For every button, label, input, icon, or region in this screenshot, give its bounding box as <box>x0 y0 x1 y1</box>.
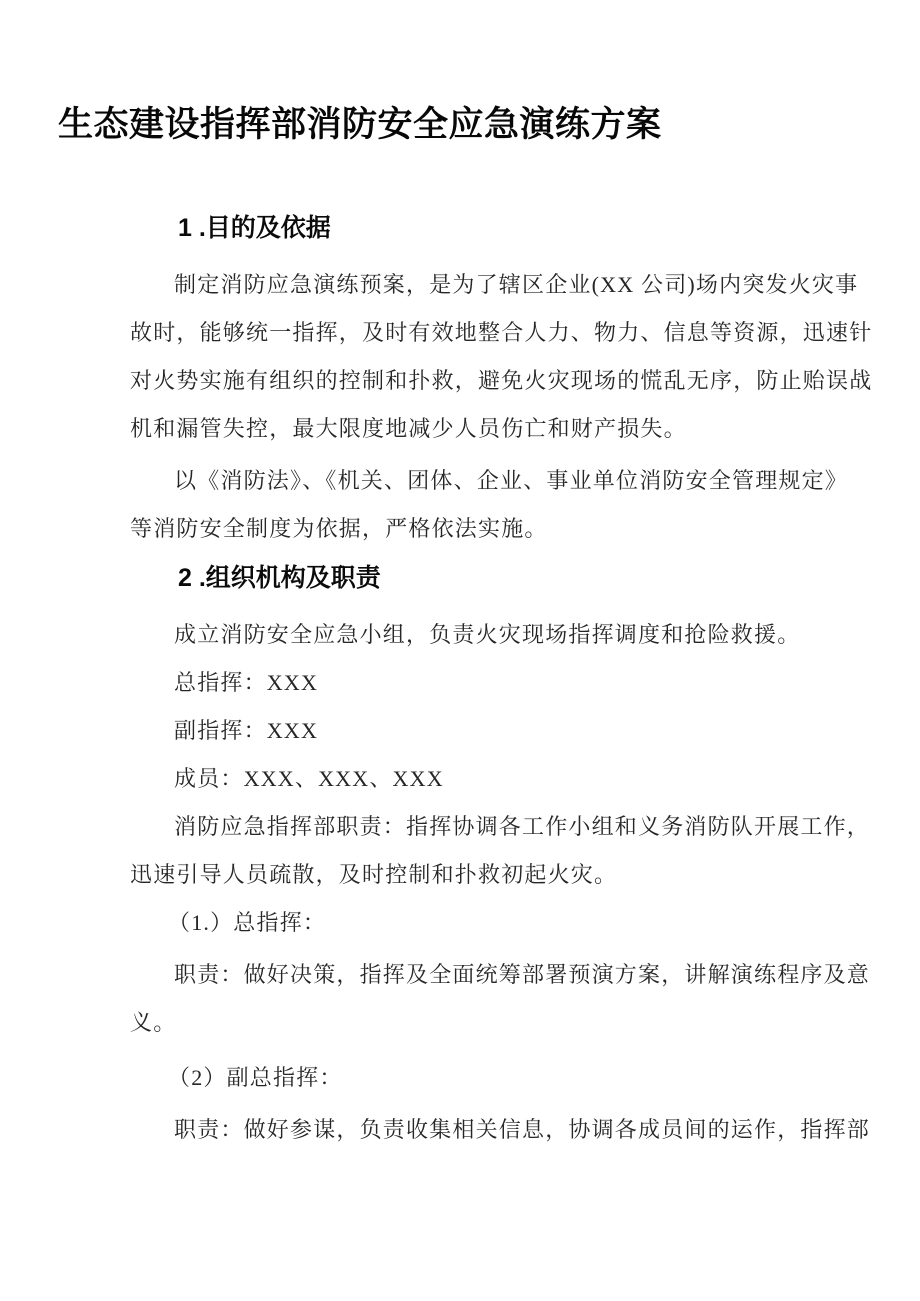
role-line-members: 成员：XXX、XXX、XXX <box>174 766 444 791</box>
role-line-deputy: 副指挥：XXX <box>174 718 319 743</box>
paragraph-line: 以《消防法》、《机关、团体、企业、事业单位消防安全管理规定》 <box>174 468 849 493</box>
section-heading-1: 1 .目的及依据 <box>178 214 331 242</box>
paragraph-line: 制定消防应急演练预案，是为了辖区企业(XX 公司)场内突发火灾事 <box>174 272 859 297</box>
paragraph-line: 等消防安全制度为依据，严格依法实施。 <box>130 516 548 541</box>
page-title: 生态建设指挥部消防安全应急演练方案 <box>58 105 662 144</box>
list-item-1: （1.）总指挥： <box>168 910 327 935</box>
list-item-2: （2）副总指挥： <box>168 1065 343 1090</box>
paragraph-line: 成立消防安全应急小组，负责火灾现场指挥调度和抢险救援。 <box>174 622 801 647</box>
paragraph-line: 迅速引导人员疏散，及时控制和扑救初起火灾。 <box>130 862 618 887</box>
paragraph-line: 故时，能够统一指挥，及时有效地整合人力、物力、信息等资源，迅速针 <box>130 320 873 345</box>
role-line-chief: 总指挥：XXX <box>174 670 319 695</box>
paragraph-line: 机和漏管失控，最大限度地减少人员伤亡和财产损失。 <box>130 416 687 441</box>
paragraph-line: 义。 <box>130 1010 177 1035</box>
paragraph-line: 职责：做好参谋，负责收集相关信息，协调各成员间的运作，指挥部 <box>174 1117 871 1142</box>
paragraph-line: 消防应急指挥部职责：指挥协调各工作小组和义务消防队开展工作， <box>174 814 871 839</box>
paragraph-line: 对火势实施有组织的控制和扑救，避免火灾现场的慌乱无序，防止贻误战 <box>130 368 873 393</box>
paragraph-line: 职责：做好决策，指挥及全面统筹部署预演方案，讲解演练程序及意 <box>174 962 871 987</box>
section-heading-2: 2 .组织机构及职责 <box>178 564 381 592</box>
